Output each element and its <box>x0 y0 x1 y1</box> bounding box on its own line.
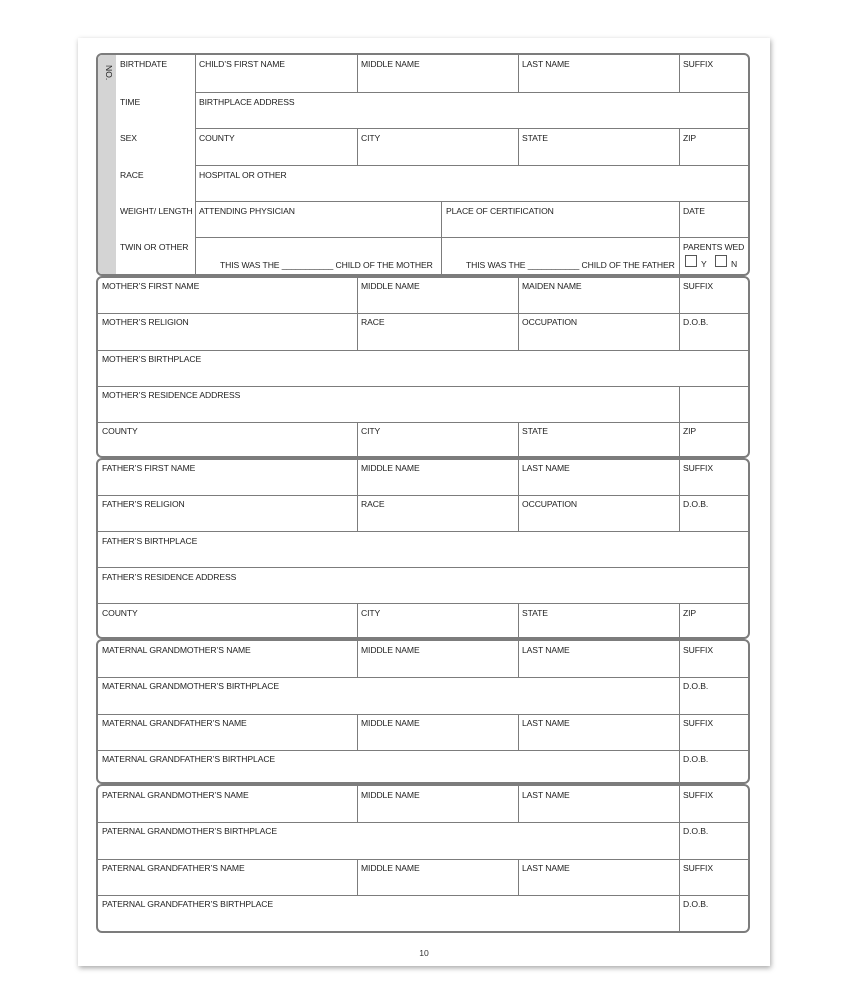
mother-maiden-name-label: MAIDEN NAME <box>522 281 582 291</box>
child-suffix-label: SUFFIX <box>683 59 713 69</box>
time-label: TIME <box>120 97 141 107</box>
place-of-certification-label: PLACE OF CERTIFICATION <box>446 206 554 216</box>
father-last-name-label: LAST NAME <box>522 463 570 473</box>
child-of-father-label: THIS WAS THE ___________ CHILD OF THE FATHER <box>466 260 675 270</box>
mother-suffix-label: SUFFIX <box>683 281 713 291</box>
father-first-name-label: FATHER’S FIRST NAME <box>102 463 196 473</box>
maternal-grandfather-last-label: LAST NAME <box>522 718 570 728</box>
child-state-label: STATE <box>522 133 548 143</box>
father-state-label: STATE <box>522 608 548 618</box>
parents-wed-label: PARENTS WED <box>683 242 745 252</box>
paternal-grandfather-suffix-label: SUFFIX <box>683 863 713 873</box>
hospital-label: HOSPITAL OR OTHER <box>199 170 287 180</box>
father-section <box>96 458 750 639</box>
father-occupation-label: OCCUPATION <box>522 499 578 509</box>
date-label: DATE <box>683 206 705 216</box>
maternal-grandfather-birthplace-label: MATERNAL GRANDFATHER’S BIRTHPLACE <box>102 754 276 764</box>
paternal-grandmother-name-label: PATERNAL GRANDMOTHER’S NAME <box>102 790 249 800</box>
physician-label: ATTENDING PHYSICIAN <box>199 206 295 216</box>
mother-birthplace-label: MOTHER’S BIRTHPLACE <box>102 354 202 364</box>
father-race-label: RACE <box>361 499 385 509</box>
paternal-grandfather-birthplace-label: PATERNAL GRANDFATHER’S BIRTHPLACE <box>102 899 273 909</box>
maternal-grandfather-suffix-label: SUFFIX <box>683 718 713 728</box>
paternal-grandmother-middle-label: MIDDLE NAME <box>361 790 420 800</box>
page-number: 10 <box>419 948 429 958</box>
father-middle-name-label: MIDDLE NAME <box>361 463 420 473</box>
paternal-grandfather-middle-label: MIDDLE NAME <box>361 863 420 873</box>
maternal-grandmother-birthplace-label: MATERNAL GRANDMOTHER’S BIRTHPLACE <box>102 681 280 691</box>
maternal-grandmother-dob-label: D.O.B. <box>683 681 709 691</box>
father-zip-label: ZIP <box>683 608 697 618</box>
father-city-label: CITY <box>361 608 381 618</box>
father-suffix-label: SUFFIX <box>683 463 713 473</box>
maternal-grandmother-name-label: MATERNAL GRANDMOTHER’S NAME <box>102 645 251 655</box>
record-number-label: NO. <box>104 65 114 81</box>
maternal-grandmother-suffix-label: SUFFIX <box>683 645 713 655</box>
mother-dob-label: D.O.B. <box>683 317 709 327</box>
child-of-mother-label: THIS WAS THE ___________ CHILD OF THE MOTHER <box>220 260 433 270</box>
mother-county-label: COUNTY <box>102 426 138 436</box>
maternal-grandmother-last-label: LAST NAME <box>522 645 570 655</box>
mother-zip-label: ZIP <box>683 426 697 436</box>
father-dob-label: D.O.B. <box>683 499 709 509</box>
father-residence-label: FATHER’S RESIDENCE ADDRESS <box>102 572 237 582</box>
parents-wed-no-checkbox[interactable] <box>715 255 727 267</box>
parents-wed-no-label: N <box>731 259 738 269</box>
father-religion-label: FATHER’S RELIGION <box>102 499 185 509</box>
child-county-label: COUNTY <box>199 133 235 143</box>
mother-section <box>96 276 750 458</box>
paternal-grandfather-last-label: LAST NAME <box>522 863 570 873</box>
mother-residence-label: MOTHER’S RESIDENCE ADDRESS <box>102 390 241 400</box>
paternal-grandmother-last-label: LAST NAME <box>522 790 570 800</box>
parents-wed-yes-checkbox[interactable] <box>685 255 697 267</box>
child-first-name-label: CHILD’S FIRST NAME <box>199 59 285 69</box>
race-label: RACE <box>120 170 144 180</box>
child-zip-label: ZIP <box>683 133 697 143</box>
child-section <box>96 53 750 276</box>
form-page <box>78 38 770 966</box>
sex-label: SEX <box>120 133 137 143</box>
mother-race-label: RACE <box>361 317 385 327</box>
maternal-grandmother-middle-label: MIDDLE NAME <box>361 645 420 655</box>
child-middle-name-label: MIDDLE NAME <box>361 59 420 69</box>
maternal-grandfather-dob-label: D.O.B. <box>683 754 709 764</box>
child-city-label: CITY <box>361 133 381 143</box>
mother-state-label: STATE <box>522 426 548 436</box>
paternal-grandmother-suffix-label: SUFFIX <box>683 790 713 800</box>
father-birthplace-label: FATHER’S BIRTHPLACE <box>102 536 198 546</box>
id-strip <box>98 55 116 274</box>
twin-or-other-label: TWIN OR OTHER <box>120 242 189 252</box>
mother-middle-name-label: MIDDLE NAME <box>361 281 420 291</box>
paternal-grandfather-dob-label: D.O.B. <box>683 899 709 909</box>
birthplace-address-label: BIRTHPLACE ADDRESS <box>199 97 295 107</box>
maternal-grandparents-section <box>96 639 750 784</box>
weight-length-label: WEIGHT/ LENGTH <box>120 206 193 216</box>
paternal-grandmother-birthplace-label: PATERNAL GRANDMOTHER’S BIRTHPLACE <box>102 826 277 836</box>
birthdate-label: BIRTHDATE <box>120 59 168 69</box>
mother-city-label: CITY <box>361 426 381 436</box>
mother-occupation-label: OCCUPATION <box>522 317 578 327</box>
paternal-grandfather-name-label: PATERNAL GRANDFATHER’S NAME <box>102 863 245 873</box>
paternal-grandparents-section <box>96 784 750 933</box>
father-county-label: COUNTY <box>102 608 138 618</box>
mother-first-name-label: MOTHER’S FIRST NAME <box>102 281 200 291</box>
maternal-grandfather-middle-label: MIDDLE NAME <box>361 718 420 728</box>
paternal-grandmother-dob-label: D.O.B. <box>683 826 709 836</box>
parents-wed-yes-label: Y <box>701 259 707 269</box>
child-last-name-label: LAST NAME <box>522 59 570 69</box>
maternal-grandfather-name-label: MATERNAL GRANDFATHER’S NAME <box>102 718 247 728</box>
mother-religion-label: MOTHER’S RELIGION <box>102 317 189 327</box>
